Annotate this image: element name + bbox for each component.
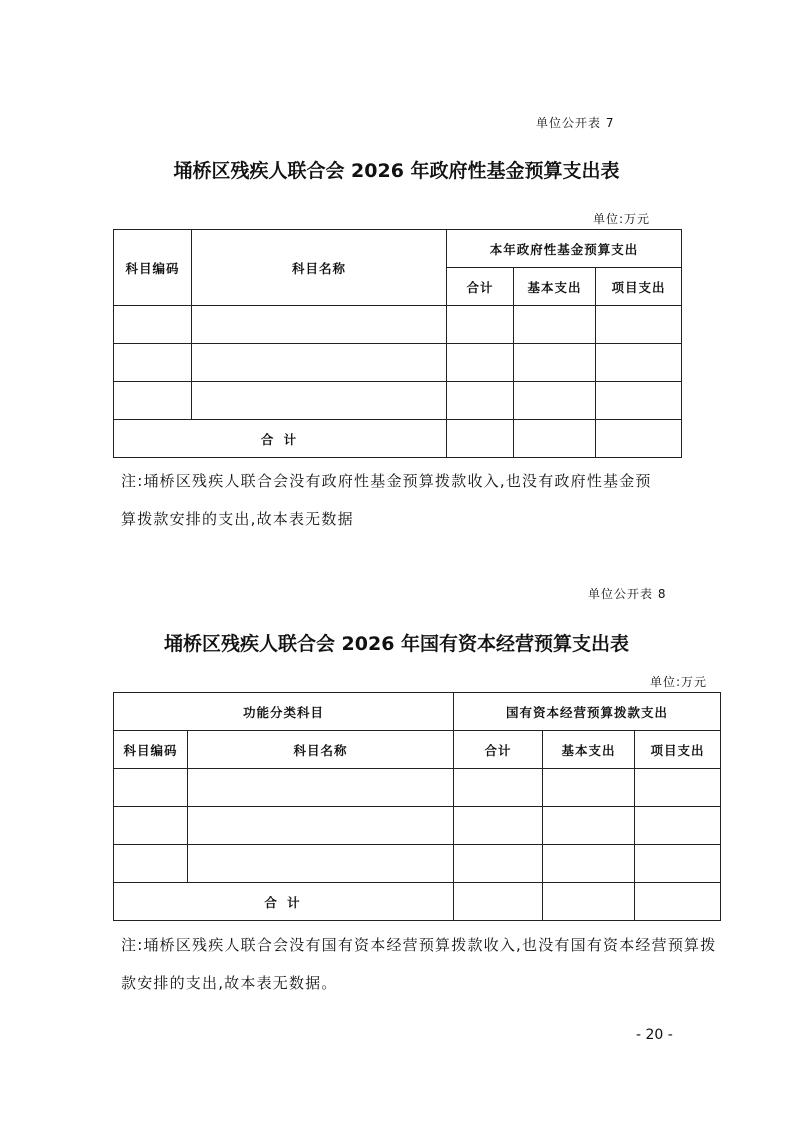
table8: [113, 692, 721, 921]
sum-basic: [514, 420, 596, 458]
table-sum-row: [114, 420, 682, 458]
sum-total: [447, 420, 514, 458]
header-func-group: 功能分类科目: [114, 693, 454, 731]
header-exp-group: 国有资本经营预算拨款支出: [454, 693, 721, 731]
table8-number: 单位公开表 8: [588, 587, 667, 601]
cell-project: [635, 769, 721, 807]
cell-total: [447, 306, 514, 344]
page-number: - 20 -: [636, 1027, 673, 1043]
cell-name: [192, 306, 447, 344]
sum-project: [635, 883, 721, 921]
cell-basic: [543, 845, 635, 883]
table7-title: 埇桥区残疾人联合会 2026 年政府性基金预算支出表: [173, 160, 620, 182]
table8-unit: 单位:万元: [650, 675, 708, 689]
cell-code: [114, 306, 192, 344]
table-row: [114, 382, 682, 420]
cell-project: [635, 807, 721, 845]
cell-total: [447, 382, 514, 420]
sum-label: 合 计: [114, 420, 447, 458]
header-total: 合计: [454, 731, 543, 769]
cell-basic: [514, 306, 596, 344]
cell-code: [114, 845, 188, 883]
cell-project: [596, 382, 682, 420]
table-row: [114, 344, 682, 382]
sum-project: [596, 420, 682, 458]
table-row: [114, 845, 721, 883]
cell-project: [596, 306, 682, 344]
cell-basic: [543, 769, 635, 807]
cell-name: [188, 845, 454, 883]
table-sum-row: [114, 883, 721, 921]
table7-note: 注:埇桥区残疾人联合会没有政府性基金预算拨款收入,也没有政府性基金预算拨款安排的支出,故本表无数据: [121, 472, 652, 528]
cell-basic: [514, 344, 596, 382]
sum-total: [454, 883, 543, 921]
header-basic: 基本支出: [543, 731, 635, 769]
sum-label: 合 计: [114, 883, 454, 921]
header-code: 科目编码: [114, 230, 192, 306]
cell-total: [454, 807, 543, 845]
cell-code: [114, 382, 192, 420]
table8-title: 埇桥区残疾人联合会 2026 年国有资本经营预算支出表: [163, 633, 630, 655]
header-project: 项目支出: [635, 731, 721, 769]
cell-name: [188, 769, 454, 807]
table7-unit: 单位:万元: [593, 212, 651, 226]
cell-basic: [543, 807, 635, 845]
table8-note: 注:埇桥区残疾人联合会没有国有资本经营预算拨款收入,也没有国有资本经营预算拨款安排的支出,故本表无数据。: [121, 936, 717, 992]
cell-total: [454, 845, 543, 883]
header-group: 本年政府性基金预算支出: [447, 230, 682, 268]
cell-total: [447, 344, 514, 382]
cell-name: [188, 807, 454, 845]
cell-name: [192, 382, 447, 420]
cell-code: [114, 807, 188, 845]
header-name: 科目名称: [192, 230, 447, 306]
cell-project: [635, 845, 721, 883]
cell-name: [192, 344, 447, 382]
cell-total: [454, 769, 543, 807]
header-project: 项目支出: [596, 268, 682, 306]
table-row: [114, 807, 721, 845]
table7: [113, 229, 682, 458]
header-name: 科目名称: [188, 731, 454, 769]
table-row: [114, 769, 721, 807]
cell-project: [596, 344, 682, 382]
table7-number: 单位公开表 7: [536, 116, 615, 130]
cell-basic: [514, 382, 596, 420]
cell-code: [114, 344, 192, 382]
header-code: 科目编码: [114, 731, 188, 769]
table-row: [114, 306, 682, 344]
sum-basic: [543, 883, 635, 921]
cell-code: [114, 769, 188, 807]
header-total: 合计: [447, 268, 514, 306]
header-basic: 基本支出: [514, 268, 596, 306]
